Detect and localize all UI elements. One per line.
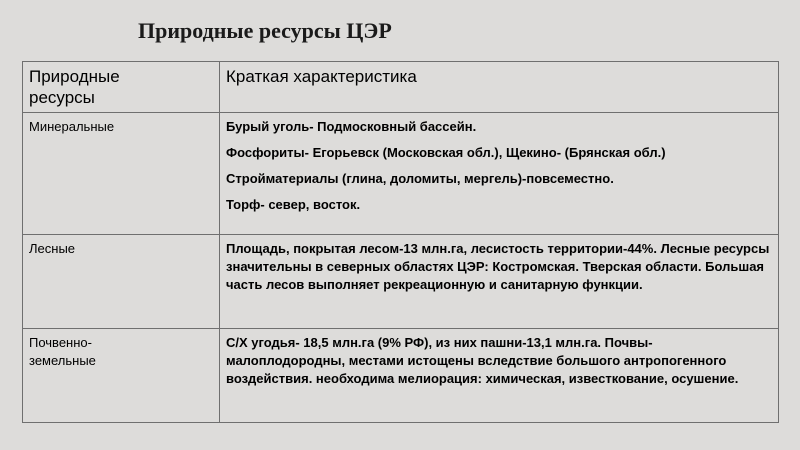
description-paragraph: Стройматериалы (глина, доломиты, мергель)-повсеместно. <box>226 171 614 186</box>
description-paragraph: Фосфориты- Егорьевск (Московская обл.), Щекино- (Брянская обл.) <box>226 145 666 160</box>
resource-name-cell <box>23 329 220 423</box>
table-row-soil <box>23 329 779 423</box>
resources-table <box>22 61 779 423</box>
description-paragraph: Площадь, покрытая лесом-13 млн.га, лесистость территории-44%. Лесные ресурсы значительны в северных областях ЦЭР: Костромская. Тверская области. Большая часть лесов выполняет рекреационную и санитарную функции. <box>226 241 770 292</box>
resource-name: Минеральные <box>29 119 115 134</box>
resource-name-cell <box>23 113 220 235</box>
slide-title: Природные ресурсы ЦЭР <box>138 18 392 43</box>
resource-description-cell <box>220 235 779 329</box>
resource-name-cell <box>23 235 220 329</box>
header-resources-line1: Природные <box>29 67 120 86</box>
description-paragraph: С/Х угодья- 18,5 млн.га (9% РФ), из них пашни-13,1 млн.га. Почвы- малоплодородны, местами истощены вследствие большого антропогенного воздействия. необходима мелиорация: химическая, известкование, осушение. <box>226 335 739 386</box>
resource-description-cell <box>220 113 779 235</box>
header-description: Краткая характеристика <box>220 62 779 113</box>
table-row-forest <box>23 235 779 329</box>
resource-description-cell <box>220 329 779 423</box>
description-paragraph: Торф- север, восток. <box>226 197 361 212</box>
resource-name-line1: Почвенно- <box>29 335 92 350</box>
table-header-row <box>23 62 779 113</box>
resource-name-line2: земельные <box>29 353 96 368</box>
header-resources-line2: ресурсы <box>29 88 95 107</box>
table-row-mineral <box>23 113 779 235</box>
description-paragraph: Бурый уголь- Подмосковный бассейн. <box>226 119 477 134</box>
header-resources <box>23 62 220 113</box>
resource-name: Лесные <box>29 241 76 256</box>
